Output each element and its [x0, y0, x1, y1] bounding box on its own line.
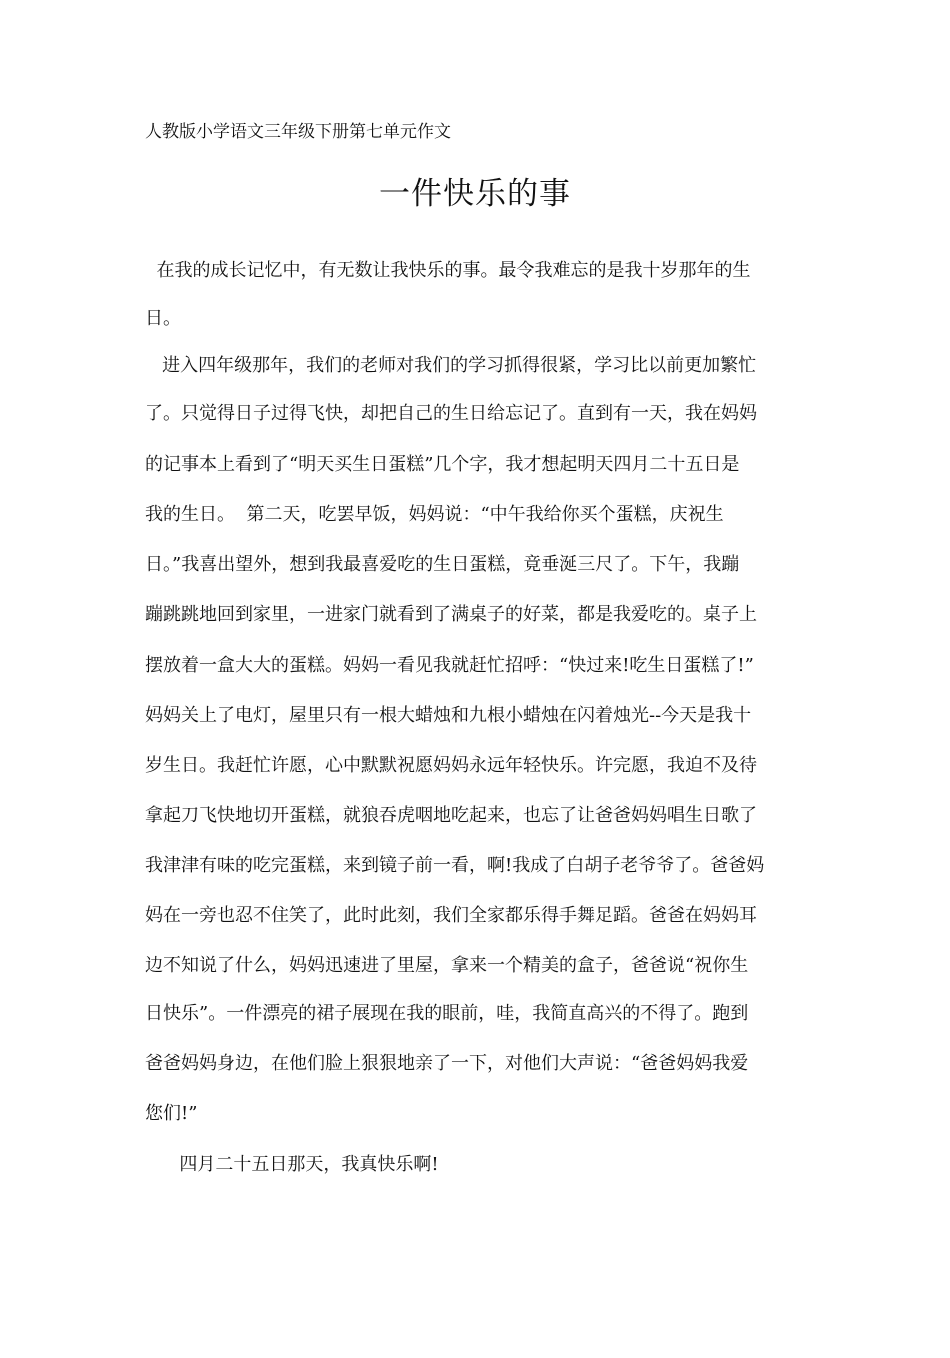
- text-line: 我津津有味的吃完蛋糕，来到镜子前一看，啊!我成了白胡子老爷爷了。爸爸妈: [145, 855, 765, 876]
- text-line: 四月二十五日那天，我真快乐啊!: [145, 1154, 439, 1175]
- text-line: 爸爸妈妈身边，在他们脸上狠狠地亲了一下，对他们大声说：“爸爸妈妈我爱: [145, 1053, 749, 1074]
- text-line: 妈在一旁也忍不住笑了，此时此刻，我们全家都乐得手舞足蹈。爸爸在妈妈耳: [145, 905, 757, 926]
- document-subtitle: 人教版小学语文三年级下册第七单元作文: [145, 122, 451, 142]
- text-line: 进入四年级那年，我们的老师对我们的学习抓得很紧，学习比以前更加繁忙: [145, 355, 757, 376]
- text-line: 了。只觉得日子过得飞快，却把自己的生日给忘记了。直到有一天，我在妈妈: [145, 403, 757, 424]
- text-line: 的记事本上看到了“明天买生日蛋糕”几个字，我才想起明天四月二十五日是: [145, 454, 740, 475]
- text-line: 在我的成长记忆中，有无数让我快乐的事。最令我难忘的是我十岁那年的生: [145, 260, 751, 281]
- text-line: 蹦跳跳地回到家里，一进家门就看到了满桌子的好菜，都是我爱吃的。桌子上: [145, 604, 757, 625]
- text-line: 拿起刀飞快地切开蛋糕，就狼吞虎咽地吃起来，也忘了让爸爸妈妈唱生日歌了: [145, 805, 757, 826]
- text-line: 我的生日。 第二天，吃罢早饭，妈妈说：“中午我给你买个蛋糕，庆祝生: [145, 504, 724, 525]
- document-title: 一件快乐的事: [379, 176, 571, 212]
- text-line: 日。”我喜出望外，想到我最喜爱吃的生日蛋糕，竟垂涎三尺了。下午，我蹦: [145, 554, 740, 575]
- text-line: 摆放着一盒大大的蛋糕。妈妈一看见我就赶忙招呼：“快过来!吃生日蛋糕了!”: [145, 655, 754, 676]
- text-line: 日。: [145, 308, 181, 329]
- text-line: 日快乐”。一件漂亮的裙子展现在我的眼前，哇，我简直高兴的不得了。跑到: [145, 1003, 749, 1024]
- text-line: 边不知说了什么，妈妈迅速进了里屋，拿来一个精美的盒子，爸爸说“祝你生: [145, 955, 749, 976]
- text-line: 妈妈关上了电灯，屋里只有一根大蜡烛和九根小蜡烛在闪着烛光--今天是我十: [145, 705, 752, 726]
- text-line: 岁生日。我赶忙许愿，心中默默祝愿妈妈永远年轻快乐。许完愿，我迫不及待: [145, 755, 757, 776]
- text-line: 您们!”: [145, 1103, 198, 1124]
